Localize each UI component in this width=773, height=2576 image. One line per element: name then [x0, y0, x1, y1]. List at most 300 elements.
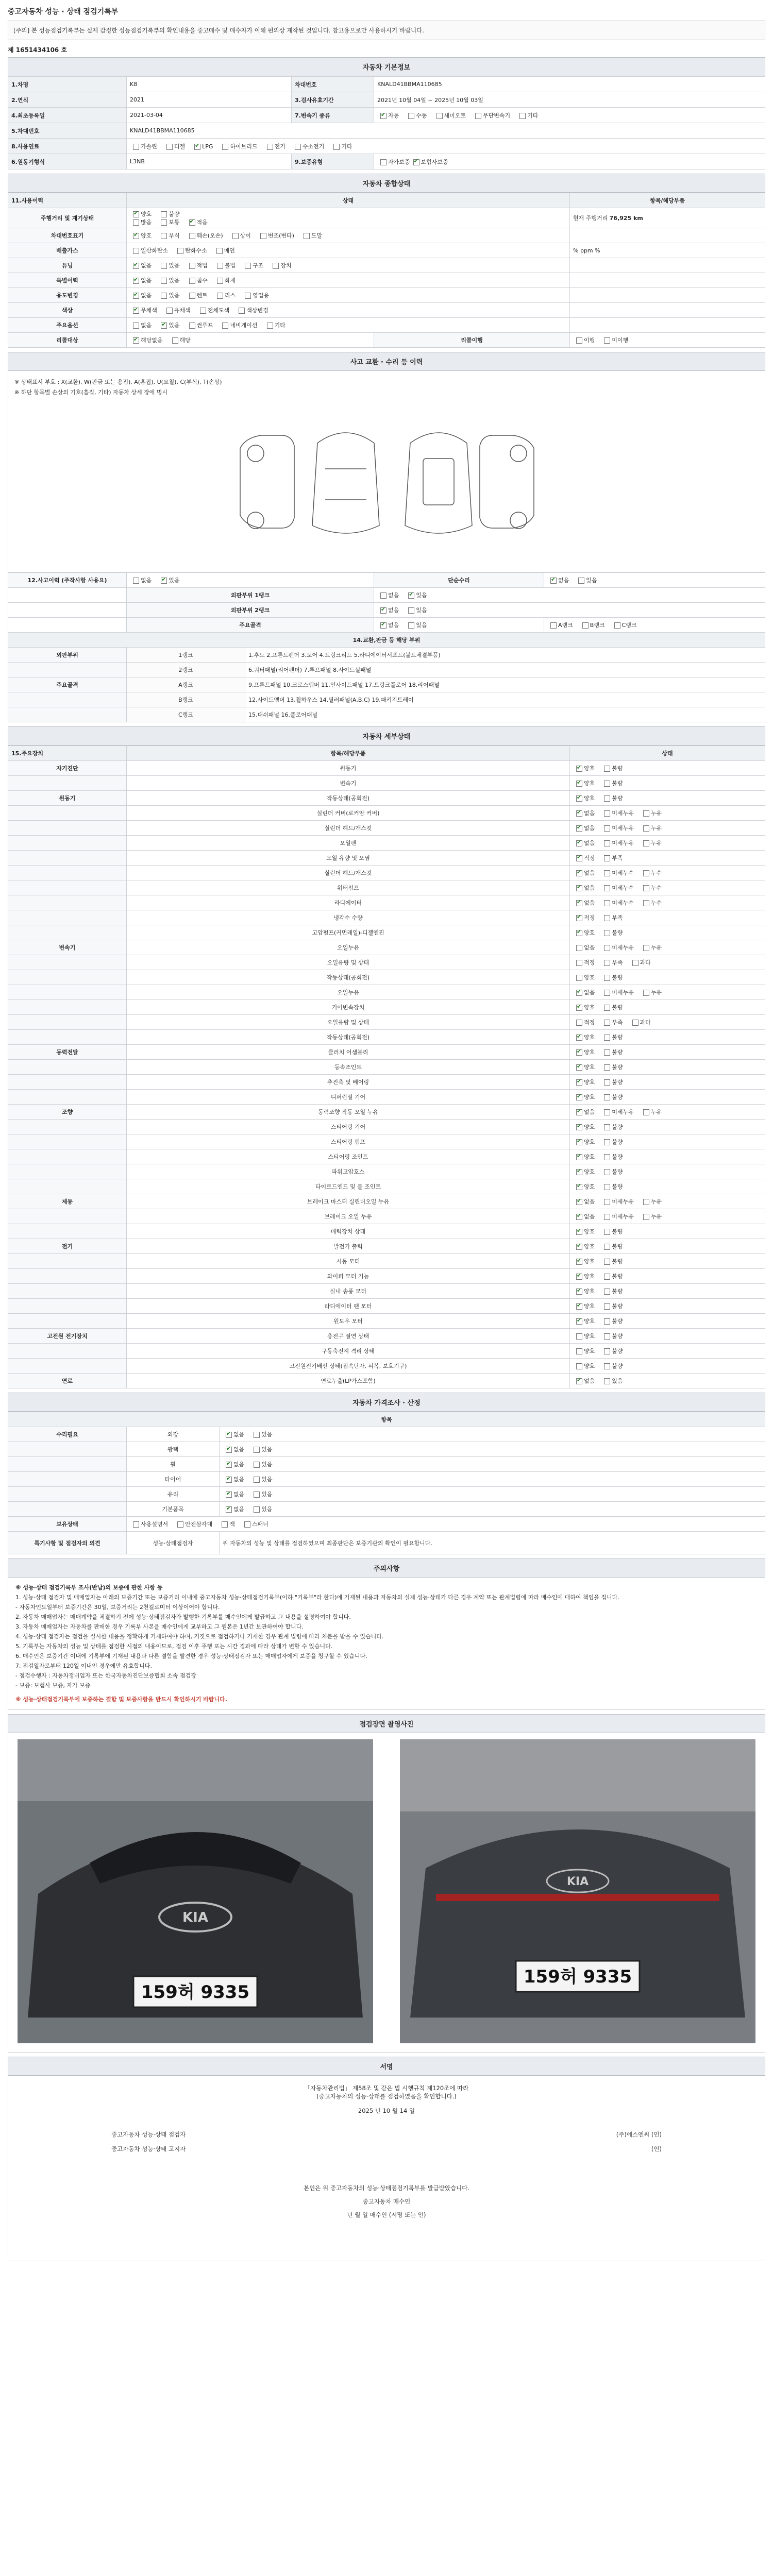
detail-option: 불량	[601, 780, 623, 787]
checkbox-icon	[217, 278, 223, 284]
detail-option: ✔ 없음	[573, 825, 595, 832]
recall-status-option: 미이행	[601, 337, 628, 344]
detail-row: 제동 브레이크 마스터 실린더오일 누유 ✔ 없음 미세누유 누유	[8, 1194, 765, 1209]
detail-option: 누수	[640, 885, 662, 891]
overall-option: 색상변경	[236, 307, 268, 314]
overall-option: 불법	[214, 262, 236, 269]
checkbox-icon	[582, 622, 589, 629]
note-line: - 보증: 보험사 보증, 자가 보증	[15, 1682, 91, 1689]
detail-option: 불량	[601, 795, 623, 802]
checkbox-icon	[133, 337, 139, 344]
checkbox-icon	[380, 622, 386, 629]
overall-option: 장치	[270, 262, 291, 269]
detail-option: 미세누유	[601, 1198, 634, 1205]
checkbox-icon	[576, 1303, 582, 1310]
overall-option: 썬루프	[186, 322, 213, 329]
overall-option: 네비게이션	[219, 322, 257, 329]
note-warning: ※ 성능·상태점검기록부에 보증하는 결함 및 보증사항을 반드시 확인하시기 바랍니다.	[15, 1696, 227, 1703]
checkbox-icon	[245, 263, 251, 269]
detail-row: 디퍼런셜 기어 ✔ 양호 불량	[8, 1090, 765, 1105]
mileage-option: ✔양호	[130, 211, 152, 217]
detail-option: ✔ 양호	[573, 1303, 595, 1310]
price-table: 항목 수리필요 외장 ✔ 없음 있음 광택 ✔ 없음 있음 휠 ✔ 없음 있음 타이어 ✔ 없음 있음 유리 ✔ 없음 있음 기본품목 ✔ 없음 있음 보유상태 사용설명서 안전삼각대 잭 스패너 특기사항 및 점검자의 의견 성능·상태점검자 위 자동차의 성능 및 상태를 점검하였으며 최종판단은 보증기관의 확인이 필요합니다.	[8, 1412, 765, 1554]
emission-option: 일산화탄소	[130, 247, 168, 254]
price-option: 있음	[250, 1431, 272, 1438]
section-overall-title: 자동차 종합상태	[8, 174, 765, 193]
recall-status-option: 이행	[573, 337, 595, 344]
detail-row: 변속기 오일누유 없음 미세누유 누유	[8, 940, 765, 955]
checkbox-icon	[604, 766, 610, 772]
detail-option: 양호	[573, 974, 595, 981]
checkbox-icon	[604, 1154, 610, 1160]
detail-row: 오일누유 ✔ 없음 미세누유 누유	[8, 985, 765, 1000]
checkbox-icon	[604, 930, 610, 936]
checkbox-icon	[604, 1109, 610, 1115]
checkbox-icon	[576, 1289, 582, 1295]
detail-option: 누유	[640, 810, 662, 817]
detail-option: 불량	[601, 1124, 623, 1130]
checkbox-icon	[604, 1259, 610, 1265]
mileage-option: ✔ 적음	[186, 219, 208, 226]
note-line: - 점검수행자 : 자동차정비업자 또는 한국자동차진단보증협회 소속 점검장	[15, 1672, 196, 1679]
detail-option: ✔ 양호	[573, 1034, 595, 1041]
detail-row: 스티어링 조인트 ✔ 양호 불량	[8, 1149, 765, 1164]
mileage-option: 많음	[130, 219, 152, 226]
checkbox-icon	[604, 810, 610, 817]
detail-option: 불량	[601, 1288, 623, 1295]
car-diagram: ※ 상태표시 부호 : X(교환), W(판금 또는 용접), A(흠집), U(요철), C(부식), T(손상) ※ 하단 항목별 손상의 기호(흠집, 기타) 자동차 상세 장에 명시	[8, 371, 765, 572]
checkbox-icon	[643, 840, 649, 846]
checkbox-icon	[576, 1035, 582, 1041]
price-option: ✔ 없음	[223, 1431, 244, 1438]
detail-option: 불량	[601, 1318, 623, 1325]
checkbox-icon	[604, 840, 610, 846]
kit-option: 사용설명서	[130, 1521, 168, 1528]
detail-option: ✔ 양호	[573, 1079, 595, 1086]
checkbox-icon	[226, 1432, 232, 1438]
checkbox-icon	[550, 622, 557, 629]
detail-option: 불량	[601, 1363, 623, 1369]
detail-row: 배력장치 상태 ✔ 양호 불량	[8, 1224, 765, 1239]
detail-option: ✔ 양호	[573, 1183, 595, 1190]
checkbox-icon	[604, 1199, 610, 1205]
detail-option: 불량	[601, 1243, 623, 1250]
section-sign-title: 서명	[8, 2057, 765, 2076]
checkbox-icon	[576, 1124, 582, 1130]
checkbox-icon	[604, 1094, 610, 1100]
photo-container	[8, 1733, 765, 2053]
checkbox-icon	[576, 990, 582, 996]
detail-row: 냉각수 수량 ✔ 적정 부족	[8, 910, 765, 925]
page-title: 중고자동차 성능 · 상태 점검기록부	[8, 8, 119, 16]
detail-option: ✔ 양호	[573, 1154, 595, 1160]
detail-option: 미세누수	[601, 870, 634, 876]
detail-row: 고전원 전기장치 충전구 절연 상태 양호 불량	[8, 1329, 765, 1344]
detail-option: 불량	[601, 1168, 623, 1175]
checkbox-icon	[643, 1199, 649, 1205]
detail-option: ✔ 양호	[573, 1258, 595, 1265]
detail-option: 미세누유	[601, 810, 634, 817]
section-repair-title: 사고 교환 · 수리 등 이력	[8, 352, 765, 371]
checkbox-icon	[133, 308, 139, 314]
svg-text:159허 9335: 159허 9335	[141, 1982, 250, 2003]
detail-option: 불량	[601, 1079, 623, 1086]
checkbox-icon	[604, 1348, 610, 1354]
detail-option: 불량	[601, 1183, 623, 1190]
kit-option: 스패너	[241, 1521, 268, 1528]
detail-option: 불량	[601, 1228, 623, 1235]
detail-option: 부족	[601, 855, 623, 861]
detail-option: 부족	[601, 914, 623, 921]
simple-repair-option: ✔ 없음	[547, 577, 569, 584]
checkbox-icon	[604, 960, 610, 966]
frame-rank-option: A랭크	[547, 622, 573, 629]
checkbox-icon	[226, 1477, 232, 1483]
checkbox-icon	[604, 1214, 610, 1220]
accident-option: ✔ 있음	[158, 577, 179, 584]
checkbox-icon	[133, 293, 139, 299]
checkbox-icon	[189, 323, 195, 329]
detail-row: 라디에이터 ✔ 없음 미세누수 누수	[8, 895, 765, 910]
detail-row: 파워고압호스 ✔ 양호 불량	[8, 1164, 765, 1179]
detail-row: 윈도우 모터 ✔ 양호 불량	[8, 1314, 765, 1329]
fuel-option: 기타	[330, 143, 352, 150]
overall-option: 부식	[158, 232, 179, 239]
detail-option: ✔ 양호	[573, 1288, 595, 1295]
frame-rank-option: B랭크	[579, 622, 605, 629]
checkbox-icon	[576, 1333, 582, 1340]
price-option: 있음	[250, 1506, 272, 1513]
detail-option: ✔ 양호	[573, 1273, 595, 1280]
frame-option: ✔ 없음	[377, 622, 399, 629]
checkbox-icon	[133, 219, 139, 226]
checkbox-icon	[254, 1492, 260, 1498]
checkbox-icon	[604, 781, 610, 787]
overall-option: 있음	[158, 292, 179, 299]
checkbox-icon	[604, 915, 610, 921]
detail-option: 부족	[601, 1019, 623, 1026]
checkbox-icon	[133, 233, 139, 239]
frame-rank-option: C랭크	[611, 622, 637, 629]
checkbox-icon	[133, 1521, 139, 1528]
checkbox-icon	[380, 592, 386, 599]
checkbox-icon	[604, 1124, 610, 1130]
checkbox-icon	[576, 1363, 582, 1369]
checkbox-icon	[254, 1462, 260, 1468]
detail-option: 불량	[601, 1094, 623, 1100]
svg-text:KIA: KIA	[566, 1875, 589, 1888]
detail-row: 연료 연료누출(LP가스포함) ✔ 없음 있음	[8, 1374, 765, 1388]
price-option: ✔ 없음	[223, 1461, 244, 1468]
checkbox-icon	[267, 144, 273, 150]
checkbox-icon	[604, 945, 610, 951]
checkbox-icon	[166, 308, 173, 314]
checkbox-icon	[614, 622, 620, 629]
checkbox-icon	[576, 1229, 582, 1235]
note-line: 4. 성능·상태 점검자는 점검을 실시한 내용을 정확하게 기재하여야 하며, 거짓으로 점검하거나 기재한 경우 관계 법령에 따라 처분을 받을 수 있습니다.	[15, 1633, 384, 1640]
detail-option: ✔ 적정	[573, 914, 595, 921]
repair-table: 12.사고이력 (주작사항 사용요) 없음✔ 있음 단순수리 ✔ 없음 있음 외판부위 1랭크 없음✔ 있음 외판부위 2랭크 ✔ 없음 있음 주요골격 ✔ 없음 있음 A랭크 B랭크 C랭크 14.교환,판금 등 해당 부위 외판부위 1랭크 1.후드 2.프론트펜더 3.도어 4.트렁크리드 5.라디에이터서포트(볼트체결부품) 2랭크 6.쿼터패널(리어펜더) 7.루프패널 8.사이드실패널 주요골격 A랭크 9.프론트패널 10.크로스멤버 11.인사이드패널 17.트렁크플로어 18.리어패널 B랭크 12.사이드멤버 13.휠하우스 14.필러패널(A,B,C) 19.패키지트레이 C랭크 15.대쉬패널 16.플로어패널	[8, 572, 765, 722]
detail-option: 양호	[573, 1363, 595, 1369]
detail-option: ✔ 양호	[573, 1049, 595, 1056]
checkbox-icon	[550, 578, 557, 584]
checkbox-icon	[604, 795, 610, 802]
note-line: 1. 성능·상태 점검자 및 매매업자는 아래의 보증기간 또는 보증거리 이내에 중고자동차 성능·상태점검기록부(이하 "기록부"라 한다)에 기재된 내용과 자동차의 실제 성능·상태가 다른 경우 계약 또는 관계법령에 따라 매수인에 대하여 책임을 집니다.	[15, 1594, 619, 1601]
overall-label: 특별이력	[8, 273, 127, 288]
detail-option: 누유	[640, 1213, 662, 1220]
detail-option: 누유	[640, 840, 662, 846]
detail-option: ✔ 양호	[573, 929, 595, 936]
detail-row: 실린더 헤드/개스킷 ✔ 없음 미세누유 누유	[8, 821, 765, 836]
detail-option: ✔ 없음	[573, 810, 595, 817]
detail-row: 고압펌프(커먼레일)-디젤엔진 ✔ 양호 불량	[8, 925, 765, 940]
checkbox-icon	[161, 578, 167, 584]
overall-label: 차대번호표기	[8, 228, 127, 243]
checkbox-icon	[576, 1378, 582, 1384]
checkbox-icon	[239, 308, 245, 314]
detail-option: ✔ 양호	[573, 795, 595, 802]
checkbox-icon	[576, 781, 582, 787]
checkbox-icon	[254, 1447, 260, 1453]
checkbox-icon	[576, 1348, 582, 1354]
checkbox-icon	[643, 945, 649, 951]
overall-option: 훼손(오손)	[186, 232, 223, 239]
transmission-option: 세미오토	[433, 112, 466, 119]
detail-option: 과다	[629, 1019, 651, 1026]
checkbox-icon	[604, 1244, 610, 1250]
note-line: 7. 점검일자로부터 120일 이내인 경우에만 유효합니다.	[15, 1663, 152, 1669]
checkbox-icon	[194, 144, 200, 150]
overall-option: 렌트	[186, 292, 208, 299]
checkbox-icon	[604, 855, 610, 861]
checkbox-icon	[576, 1318, 582, 1325]
checkbox-icon	[604, 1318, 610, 1325]
checkbox-icon	[576, 1094, 582, 1100]
detail-option: 미세누유	[601, 989, 634, 996]
checkbox-icon	[226, 1462, 232, 1468]
checkbox-icon	[232, 233, 239, 239]
detail-option: 적정	[573, 959, 595, 966]
checkbox-icon	[604, 1363, 610, 1369]
checkbox-icon	[295, 144, 301, 150]
checkbox-icon	[604, 885, 610, 891]
detail-option: ✔ 없음	[573, 870, 595, 876]
detail-row: 고전원전기배선 상태(접속단자, 피복, 보호기구) 양호 불량	[8, 1359, 765, 1374]
detail-row: 오일 유량 및 오염 ✔ 적정 부족	[8, 851, 765, 866]
checkbox-icon	[576, 1259, 582, 1265]
checkbox-icon	[643, 870, 649, 876]
checkbox-icon	[408, 622, 414, 629]
detail-option: ✔ 양호	[573, 780, 595, 787]
detail-row: 오일유량 및 상태 적정 부족 과다	[8, 955, 765, 970]
detail-row: 변속기 ✔ 양호 불량	[8, 776, 765, 791]
checkbox-icon	[643, 885, 649, 891]
overall-option: ✔ 무채색	[130, 307, 157, 314]
checkbox-icon	[604, 1035, 610, 1041]
detail-option: 과다	[629, 959, 651, 966]
checkbox-icon	[222, 144, 228, 150]
svg-text:159허 9335: 159허 9335	[523, 1967, 632, 1987]
checkbox-icon	[177, 248, 183, 254]
section-price-title: 자동차 가격조사 · 산정	[8, 1393, 765, 1412]
detail-row: 워터펌프 ✔ 없음 미세누수 누수	[8, 880, 765, 895]
checkbox-icon	[254, 1477, 260, 1483]
detail-row: 기어변속장치 ✔ 양호 불량	[8, 1000, 765, 1015]
detail-option: ✔ 없음	[573, 840, 595, 846]
detail-option: 누수	[640, 870, 662, 876]
detail-row: 조향 동력조향 작동 오일 누유 ✔ 없음 미세누유 누유	[8, 1105, 765, 1120]
checkbox-icon	[216, 248, 223, 254]
detail-row: 스티어링 펌프 ✔ 양호 불량	[8, 1134, 765, 1149]
checkbox-icon	[604, 900, 610, 906]
checkbox-icon	[189, 278, 195, 284]
checkbox-icon	[604, 1229, 610, 1235]
section-notes-title: 주의사항	[8, 1558, 765, 1578]
detail-option: 불량	[601, 974, 623, 981]
overall-option: 구조	[242, 262, 263, 269]
detail-option: 불량	[601, 929, 623, 936]
basic-table: 1.차명 K8 차대번호 KNALD41BBMA110685 2.연식 2021 3.검사유효기간 2021년 10월 04일 ~ 2025년 10월 03일 4.최초등록일 2021-03-04 7.변속기 종류 ✔ 자동 수동 세미오토 무단변속기 기타 5.차대번호 KNALD41BBMA110685 8.사용연료 가솔린 디젤✔ LPG 하이브리드 전기 수소전기 기타 6.원동기형식 L3NB 9.보증유형 자가보증✔ 보험사보증	[8, 76, 765, 170]
detail-option: 양호	[573, 1348, 595, 1354]
checkbox-icon	[133, 211, 139, 217]
checkbox-icon	[604, 825, 610, 832]
checkbox-icon	[604, 1139, 610, 1145]
checkbox-icon	[604, 1378, 610, 1384]
detail-option: 불량	[601, 1139, 623, 1145]
detail-row: 원동기 작동상태(공회전) ✔ 양호 불량	[8, 791, 765, 806]
price-option: 있음	[250, 1491, 272, 1498]
document-number: 제 1651434106 호	[8, 46, 68, 54]
detail-option: 불량	[601, 1333, 623, 1340]
detail-row: 스티어링 기어 ✔ 양호 불량	[8, 1120, 765, 1134]
kit-option: 안전삼각대	[174, 1521, 212, 1528]
checkbox-icon	[604, 1049, 610, 1056]
overall-label: 튜닝	[8, 258, 127, 273]
checkbox-icon	[604, 870, 610, 876]
price-option: ✔ 없음	[223, 1491, 244, 1498]
detail-row: 구동축전지 격리 상태 양호 불량	[8, 1344, 765, 1359]
checkbox-icon	[519, 113, 526, 119]
detail-option: 부족	[601, 959, 623, 966]
checkbox-icon	[576, 1064, 582, 1071]
recall-option: ✔ 해당없음	[130, 337, 163, 344]
detail-option: 양호	[573, 1333, 595, 1340]
note-line: - 자동차인도일부터 보증기간은 30일, 보증거리는 2천킬로미터 이상이어야 합니다.	[15, 1604, 220, 1611]
checkbox-icon	[226, 1492, 232, 1498]
detail-option: 누유	[640, 825, 662, 832]
checkbox-icon	[643, 990, 649, 996]
checkbox-icon	[200, 308, 206, 314]
detail-option: ✔ 적정	[573, 855, 595, 861]
checkbox-icon	[643, 1109, 649, 1115]
svg-text:KIA: KIA	[182, 1910, 208, 1925]
checkbox-icon	[576, 1005, 582, 1011]
checkbox-icon	[576, 1244, 582, 1250]
checkbox-icon	[576, 945, 582, 951]
checkbox-icon	[166, 144, 173, 150]
checkbox-icon	[436, 113, 443, 119]
detail-option: ✔ 양호	[573, 1064, 595, 1071]
detail-option: 미세누유	[601, 1213, 634, 1220]
emission-option: 탄화수소	[174, 247, 207, 254]
overall-label: 색상	[8, 303, 127, 318]
checkbox-icon	[380, 607, 386, 614]
detail-option: 미세누유	[601, 944, 634, 951]
detail-option: 미세누유	[601, 1109, 634, 1115]
checkbox-icon	[604, 1274, 610, 1280]
detail-option: ✔ 양호	[573, 1139, 595, 1145]
checkbox-icon	[604, 1289, 610, 1295]
checkbox-icon	[576, 795, 582, 802]
checkbox-icon	[161, 263, 167, 269]
front-car-photo	[18, 1739, 373, 2043]
detail-option: 불량	[601, 1348, 623, 1354]
overall-option: 영업용	[242, 292, 269, 299]
checkbox-icon	[576, 1079, 582, 1086]
checkbox-icon	[632, 1020, 638, 1026]
detail-option: 불량	[601, 765, 623, 772]
checkbox-icon	[643, 1214, 649, 1220]
checkbox-icon	[267, 323, 273, 329]
emission-option: 매연	[213, 247, 235, 254]
overall-option: 상이	[229, 232, 251, 239]
checkbox-icon	[133, 263, 139, 269]
transmission-option: 무단변속기	[472, 112, 510, 119]
overall-option: ✔ 없음	[130, 277, 152, 284]
detail-option: 미세누유	[601, 840, 634, 846]
detail-row: 시동 모터 ✔ 양호 불량	[8, 1254, 765, 1269]
checkbox-icon	[576, 915, 582, 921]
detail-row: 추진축 및 베어링 ✔ 양호 불량	[8, 1075, 765, 1090]
checkbox-icon	[604, 1079, 610, 1086]
detail-row: 오일팬 ✔ 없음 미세누유 누유	[8, 836, 765, 851]
checkbox-icon	[260, 233, 266, 239]
outer-option: 없음	[377, 592, 399, 599]
fuel-option: 디젤	[163, 143, 185, 150]
checkbox-icon	[576, 855, 582, 861]
price-option: ✔ 없음	[223, 1476, 244, 1483]
kit-option: 잭	[219, 1521, 235, 1528]
detail-option: ✔ 양호	[573, 1318, 595, 1325]
price-option: 있음	[250, 1446, 272, 1453]
checkbox-icon	[576, 1139, 582, 1145]
detail-option: 있음	[601, 1378, 623, 1384]
checkbox-icon	[604, 975, 610, 981]
checkbox-icon	[189, 233, 195, 239]
overall-option: ✔ 있음	[158, 322, 179, 329]
overall-option: 리스	[214, 292, 236, 299]
detail-option: 미세누수	[601, 885, 634, 891]
checkbox-icon	[161, 219, 167, 226]
checkbox-icon	[604, 337, 610, 344]
detail-option: 적정	[573, 1019, 595, 1026]
checkbox-icon	[380, 113, 386, 119]
fuel-option: 전기	[264, 143, 285, 150]
detail-option: ✔ 없음	[573, 885, 595, 891]
checkbox-icon	[576, 885, 582, 891]
detail-row: 동력전달 클러치 어셈블리 ✔ 양호 불량	[8, 1045, 765, 1060]
detail-row: 작동상태(공회전) 양호 불량	[8, 970, 765, 985]
overall-option: 있음	[158, 277, 179, 284]
overall-label: 용도변경	[8, 288, 127, 303]
recall-option: 해당	[169, 337, 191, 344]
overall-label: 주요옵션	[8, 318, 127, 333]
transmission-option: 수동	[405, 112, 427, 119]
checkbox-icon	[475, 113, 481, 119]
detail-row: 등속조인트 ✔ 양호 불량	[8, 1060, 765, 1075]
detail-option: ✔ 양호	[573, 1168, 595, 1175]
outer-option: 있음	[405, 607, 427, 614]
